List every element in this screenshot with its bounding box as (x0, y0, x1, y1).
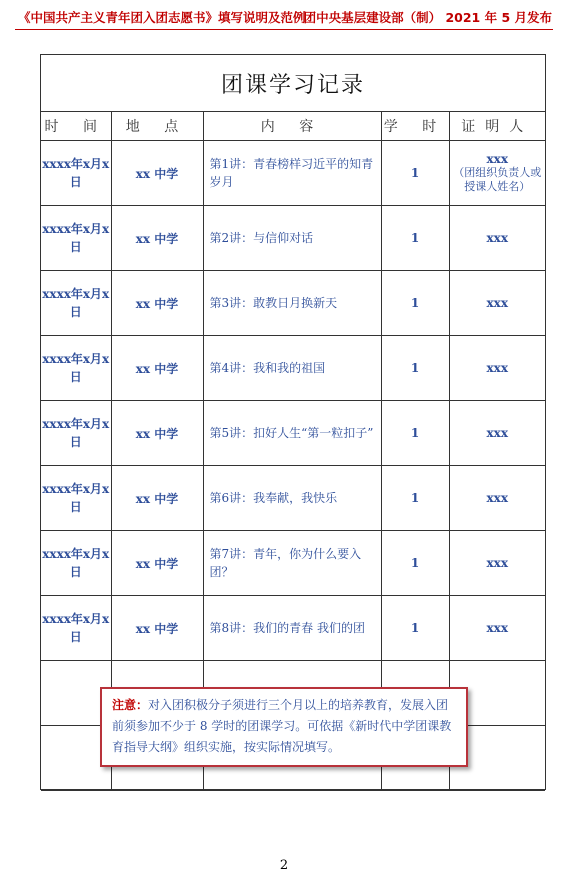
cell-witness (449, 401, 545, 466)
cell-hours: 1 (381, 531, 449, 596)
cell-hours: 1 (381, 141, 449, 206)
column-header-location: 地 点 (111, 111, 203, 141)
notice-text: 对入团积极分子须进行三个月以上的培养教育，发展入团前须参加不少于 8 学时的团课学习。可依据《新时代中学团课教育指导大纲》组织实施，按实际情况填写。 (112, 698, 452, 754)
table-row (41, 531, 545, 596)
cell-content: 第7讲：青年，你为什么要入团？ (203, 531, 381, 596)
header-title: 《中国共产主义青年团入团志愿书》填写说明及范例 (18, 10, 306, 25)
cell-hours: 1 (381, 466, 449, 531)
column-header-witness: 证明人 (449, 111, 545, 141)
cell-date: xxxx年x月x日 (41, 466, 111, 531)
table-row (41, 206, 545, 271)
header-divider (15, 29, 553, 30)
cell-witness (449, 206, 545, 271)
witness-name: xxx (486, 621, 508, 635)
cell-location: xx 中学 (111, 401, 203, 466)
cell-location: xx 中学 (111, 206, 203, 271)
column-header-hours: 学 时 (381, 111, 449, 141)
cell-content: 第6讲：我奉献，我快乐 (203, 466, 381, 531)
cell-content: 第4讲：我和我的祖国 (203, 336, 381, 401)
cell-content: 第2讲：与信仰对话 (203, 206, 381, 271)
witness-name: xxx (486, 152, 508, 166)
table-row (41, 141, 545, 206)
form-title: 团课学习记录 (41, 55, 545, 112)
cell-content: 第1讲：青春榜样习近平的知青岁月 (203, 141, 381, 206)
table-row (41, 401, 545, 466)
cell-location: xx 中学 (111, 531, 203, 596)
cell-date: xxxx年x月x日 (41, 596, 111, 661)
cell-witness (449, 466, 545, 531)
cell-witness (449, 141, 545, 206)
table-header-row (41, 111, 545, 141)
witness-name: xxx (486, 361, 508, 375)
witness-name: xxx (486, 231, 508, 245)
column-header-content: 内 容 (203, 111, 381, 141)
cell-date: xxxx年x月x日 (41, 336, 111, 401)
page-number: 2 (279, 858, 289, 873)
witness-name: xxx (486, 426, 508, 440)
cell-content: 第5讲：扣好人生“第一粒扣子” (203, 401, 381, 466)
cell-content: 第3讲：敢教日月换新天 (203, 271, 381, 336)
cell-location: xx 中学 (111, 336, 203, 401)
cell-date: xxxx年x月x日 (41, 206, 111, 271)
cell-hours: 1 (381, 206, 449, 271)
header-publisher: 团中央基层建设部（制） 2021 年 5 月发布 (303, 10, 552, 25)
notice-box (100, 687, 468, 767)
cell-hours: 1 (381, 336, 449, 401)
cell-location: xx 中学 (111, 466, 203, 531)
cell-location: xx 中学 (111, 271, 203, 336)
cell-location: xx 中学 (111, 596, 203, 661)
table-row (41, 336, 545, 401)
cell-witness (449, 336, 545, 401)
study-record-form (40, 54, 546, 790)
cell-hours: 1 (381, 596, 449, 661)
cell-content: 第8讲：我们的青春 我们的团 (203, 596, 381, 661)
cell-date: xxxx年x月x日 (41, 271, 111, 336)
witness-name: xxx (486, 296, 508, 310)
table-row (41, 596, 545, 661)
cell-date: xxxx年x月x日 (41, 141, 111, 206)
witness-name: xxx (486, 556, 508, 570)
column-header-date: 时 间 (41, 111, 111, 141)
cell-hours: 1 (381, 271, 449, 336)
cell-hours: 1 (381, 401, 449, 466)
cell-witness (449, 596, 545, 661)
cell-location: xx 中学 (111, 141, 203, 206)
table-row (41, 466, 545, 531)
table-row (41, 271, 545, 336)
notice-label: 注意： (112, 698, 149, 712)
witness-note: （团组织负责人或授课人姓名） (453, 166, 542, 193)
cell-witness (449, 271, 545, 336)
witness-name: xxx (486, 491, 508, 505)
cell-date: xxxx年x月x日 (41, 401, 111, 466)
cell-witness (449, 531, 545, 596)
cell-date: xxxx年x月x日 (41, 531, 111, 596)
